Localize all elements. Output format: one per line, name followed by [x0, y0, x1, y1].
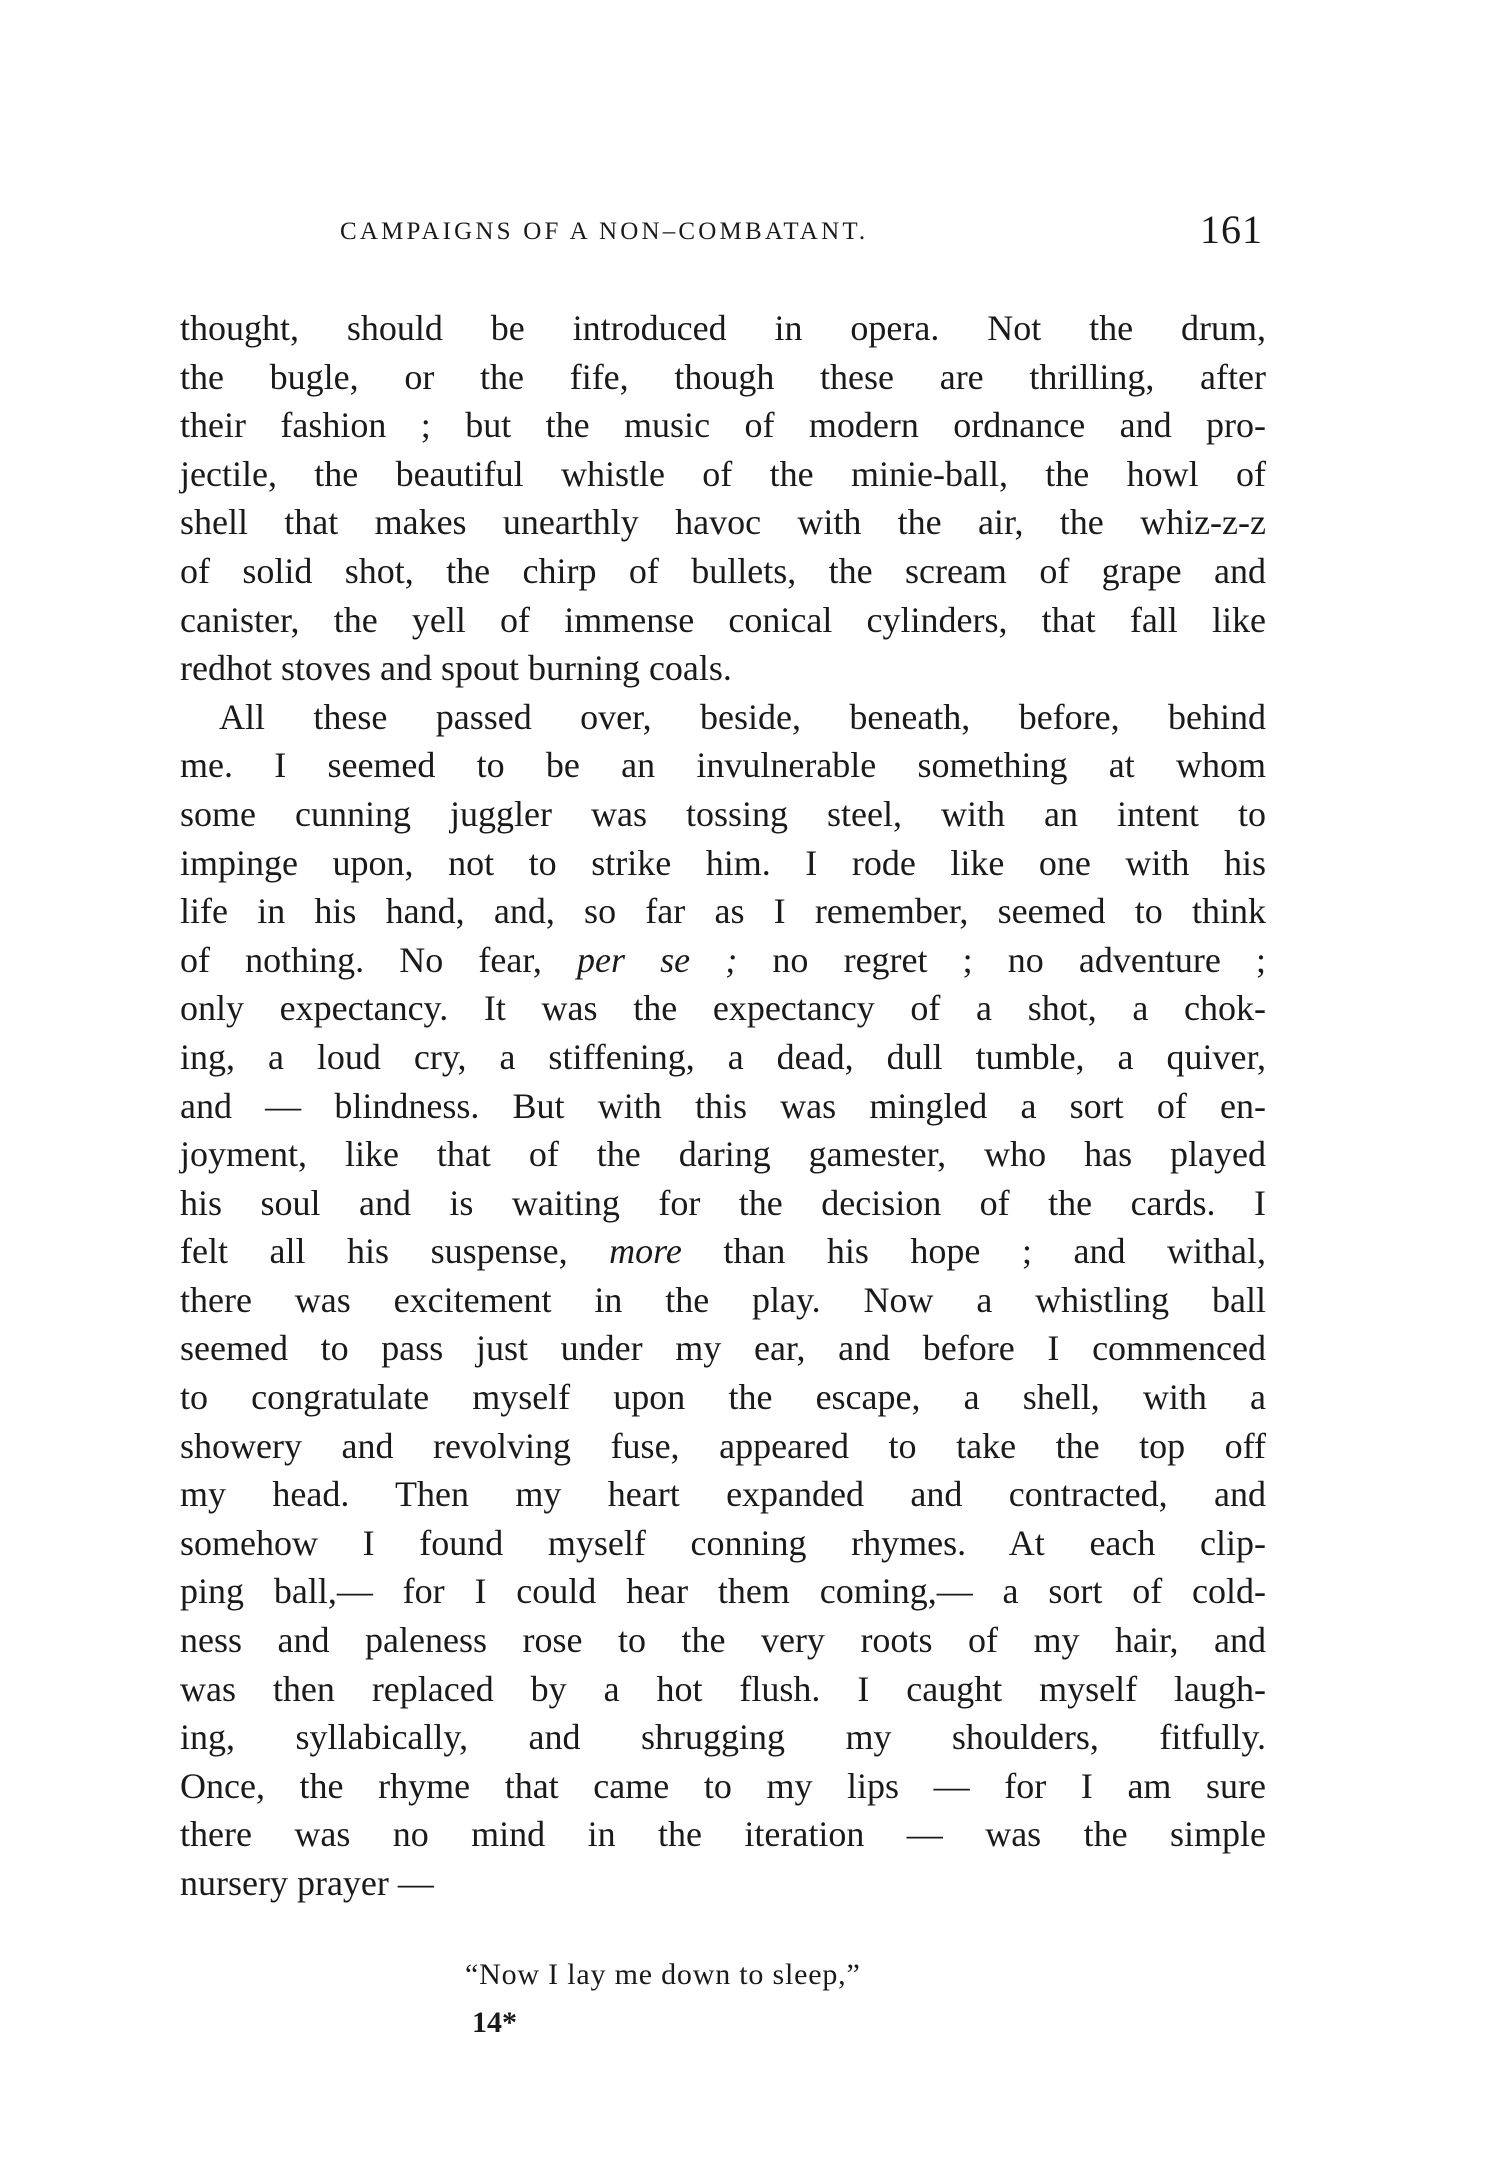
line-text: there was excitement in the play. Now a whistling ball — [180, 1279, 1266, 1320]
line-text: than his hope ; and withal, — [681, 1231, 1267, 1272]
text-line — [180, 498, 1266, 547]
line-text: and — blindness. But with this was mingled a sort of en- — [180, 1085, 1266, 1126]
text-line — [180, 401, 1266, 450]
text-line — [180, 984, 1266, 1033]
italic-text: more — [609, 1231, 682, 1272]
text-line — [180, 1810, 1266, 1859]
text-line — [180, 693, 1266, 742]
text-line — [180, 790, 1266, 839]
text-line — [180, 1713, 1266, 1762]
text-line — [180, 1519, 1266, 1568]
line-text: of nothing. No fear, — [180, 939, 578, 980]
text-line — [180, 1033, 1266, 1082]
line-text: redhot stoves and spout burning coals. — [180, 648, 732, 689]
signature-mark: 14* — [472, 2006, 517, 2039]
verse-quote: “Now I lay me down to sleep,” — [465, 1958, 861, 1991]
text-line — [180, 1276, 1266, 1325]
text-line — [180, 839, 1266, 888]
text-line — [180, 1373, 1266, 1422]
text-line — [180, 1665, 1266, 1714]
page-number: 161 — [1200, 207, 1263, 252]
line-text: nursery prayer — — [180, 1863, 434, 1903]
line-text: the bugle, or the fife, though these are thrilling, after — [180, 356, 1266, 397]
text-line — [180, 936, 1266, 985]
line-text: All these passed over, beside, beneath, before, behind — [219, 696, 1266, 737]
line-text: ping ball,— for I could hear them coming,— a sort of cold- — [180, 1571, 1266, 1612]
text-line — [180, 887, 1266, 936]
italic-text: per se ; — [577, 939, 738, 980]
line-text: ing, a loud cry, a stiffening, a dead, dull tumble, a quiver, — [180, 1036, 1266, 1077]
line-text: my head. Then my heart expanded and contracted, and — [180, 1474, 1266, 1515]
line-text: jectile, the beautiful whistle of the minie-ball, the howl of — [180, 453, 1266, 494]
body-text — [180, 304, 1266, 1908]
text-line — [180, 1567, 1266, 1616]
line-text: to congratulate myself upon the escape, a shell, with a — [180, 1377, 1266, 1418]
text-line — [180, 1422, 1266, 1471]
text-line — [180, 1130, 1266, 1179]
text-line — [180, 353, 1266, 402]
line-text: showery and revolving fuse, appeared to take the top off — [180, 1425, 1266, 1466]
text-line — [180, 596, 1266, 645]
line-text: thought, should be introduced in opera. Not the drum, — [180, 308, 1266, 348]
line-text: ness and paleness rose to the very roots of my hair, and — [180, 1620, 1266, 1661]
line-text: their fashion ; but the music of modern ordnance and pro- — [180, 405, 1266, 446]
text-line — [180, 1324, 1266, 1373]
line-text: Once, the rhyme that came to my lips — for I am sure — [180, 1765, 1266, 1806]
line-text: impinge upon, not to strike him. I rode like one with his — [180, 842, 1266, 883]
line-text: joyment, like that of the daring gamester, who has played — [180, 1134, 1266, 1175]
line-text: no regret ; no adventure ; — [737, 939, 1266, 980]
text-line — [180, 1762, 1266, 1811]
line-text: seemed to pass just under my ear, and before I commenced — [180, 1328, 1266, 1369]
line-text: somehow I found myself conning rhymes. At each clip- — [180, 1522, 1266, 1563]
text-line — [180, 450, 1266, 499]
text-line — [180, 741, 1266, 790]
text-line — [180, 1616, 1266, 1665]
text-line — [180, 1082, 1266, 1131]
line-text: felt all his suspense, — [180, 1231, 610, 1272]
text-line — [180, 547, 1266, 596]
line-text: his soul and is waiting for the decision of the cards. I — [180, 1182, 1266, 1223]
line-text: life in his hand, and, so far as I remember, seemed to think — [180, 891, 1266, 932]
line-text: ing, syllabically, and shrugging my shoulders, fitfully. — [180, 1717, 1266, 1758]
text-line — [180, 1179, 1266, 1228]
running-title: CAMPAIGNS OF A NON–COMBATANT. — [340, 218, 869, 245]
line-text: some cunning juggler was tossing steel, with an intent to — [180, 793, 1266, 834]
text-line — [180, 1227, 1266, 1276]
line-text: only expectancy. It was the expectancy of a shot, a chok- — [180, 988, 1266, 1029]
line-text: there was no mind in the iteration — was the simple — [180, 1814, 1266, 1855]
line-text: of solid shot, the chirp of bullets, the scream of grape and — [180, 550, 1266, 591]
text-line — [180, 304, 1266, 353]
line-text: was then replaced by a hot flush. I caught myself laugh- — [180, 1668, 1266, 1709]
text-line — [180, 644, 1266, 693]
line-text: shell that makes unearthly havoc with the air, the whiz-z-z — [180, 502, 1266, 543]
line-text: canister, the yell of immense conical cylinders, that fall like — [180, 599, 1266, 640]
text-line — [180, 1859, 1266, 1908]
text-line — [180, 1470, 1266, 1519]
line-text: me. I seemed to be an invulnerable something at whom — [180, 745, 1266, 786]
